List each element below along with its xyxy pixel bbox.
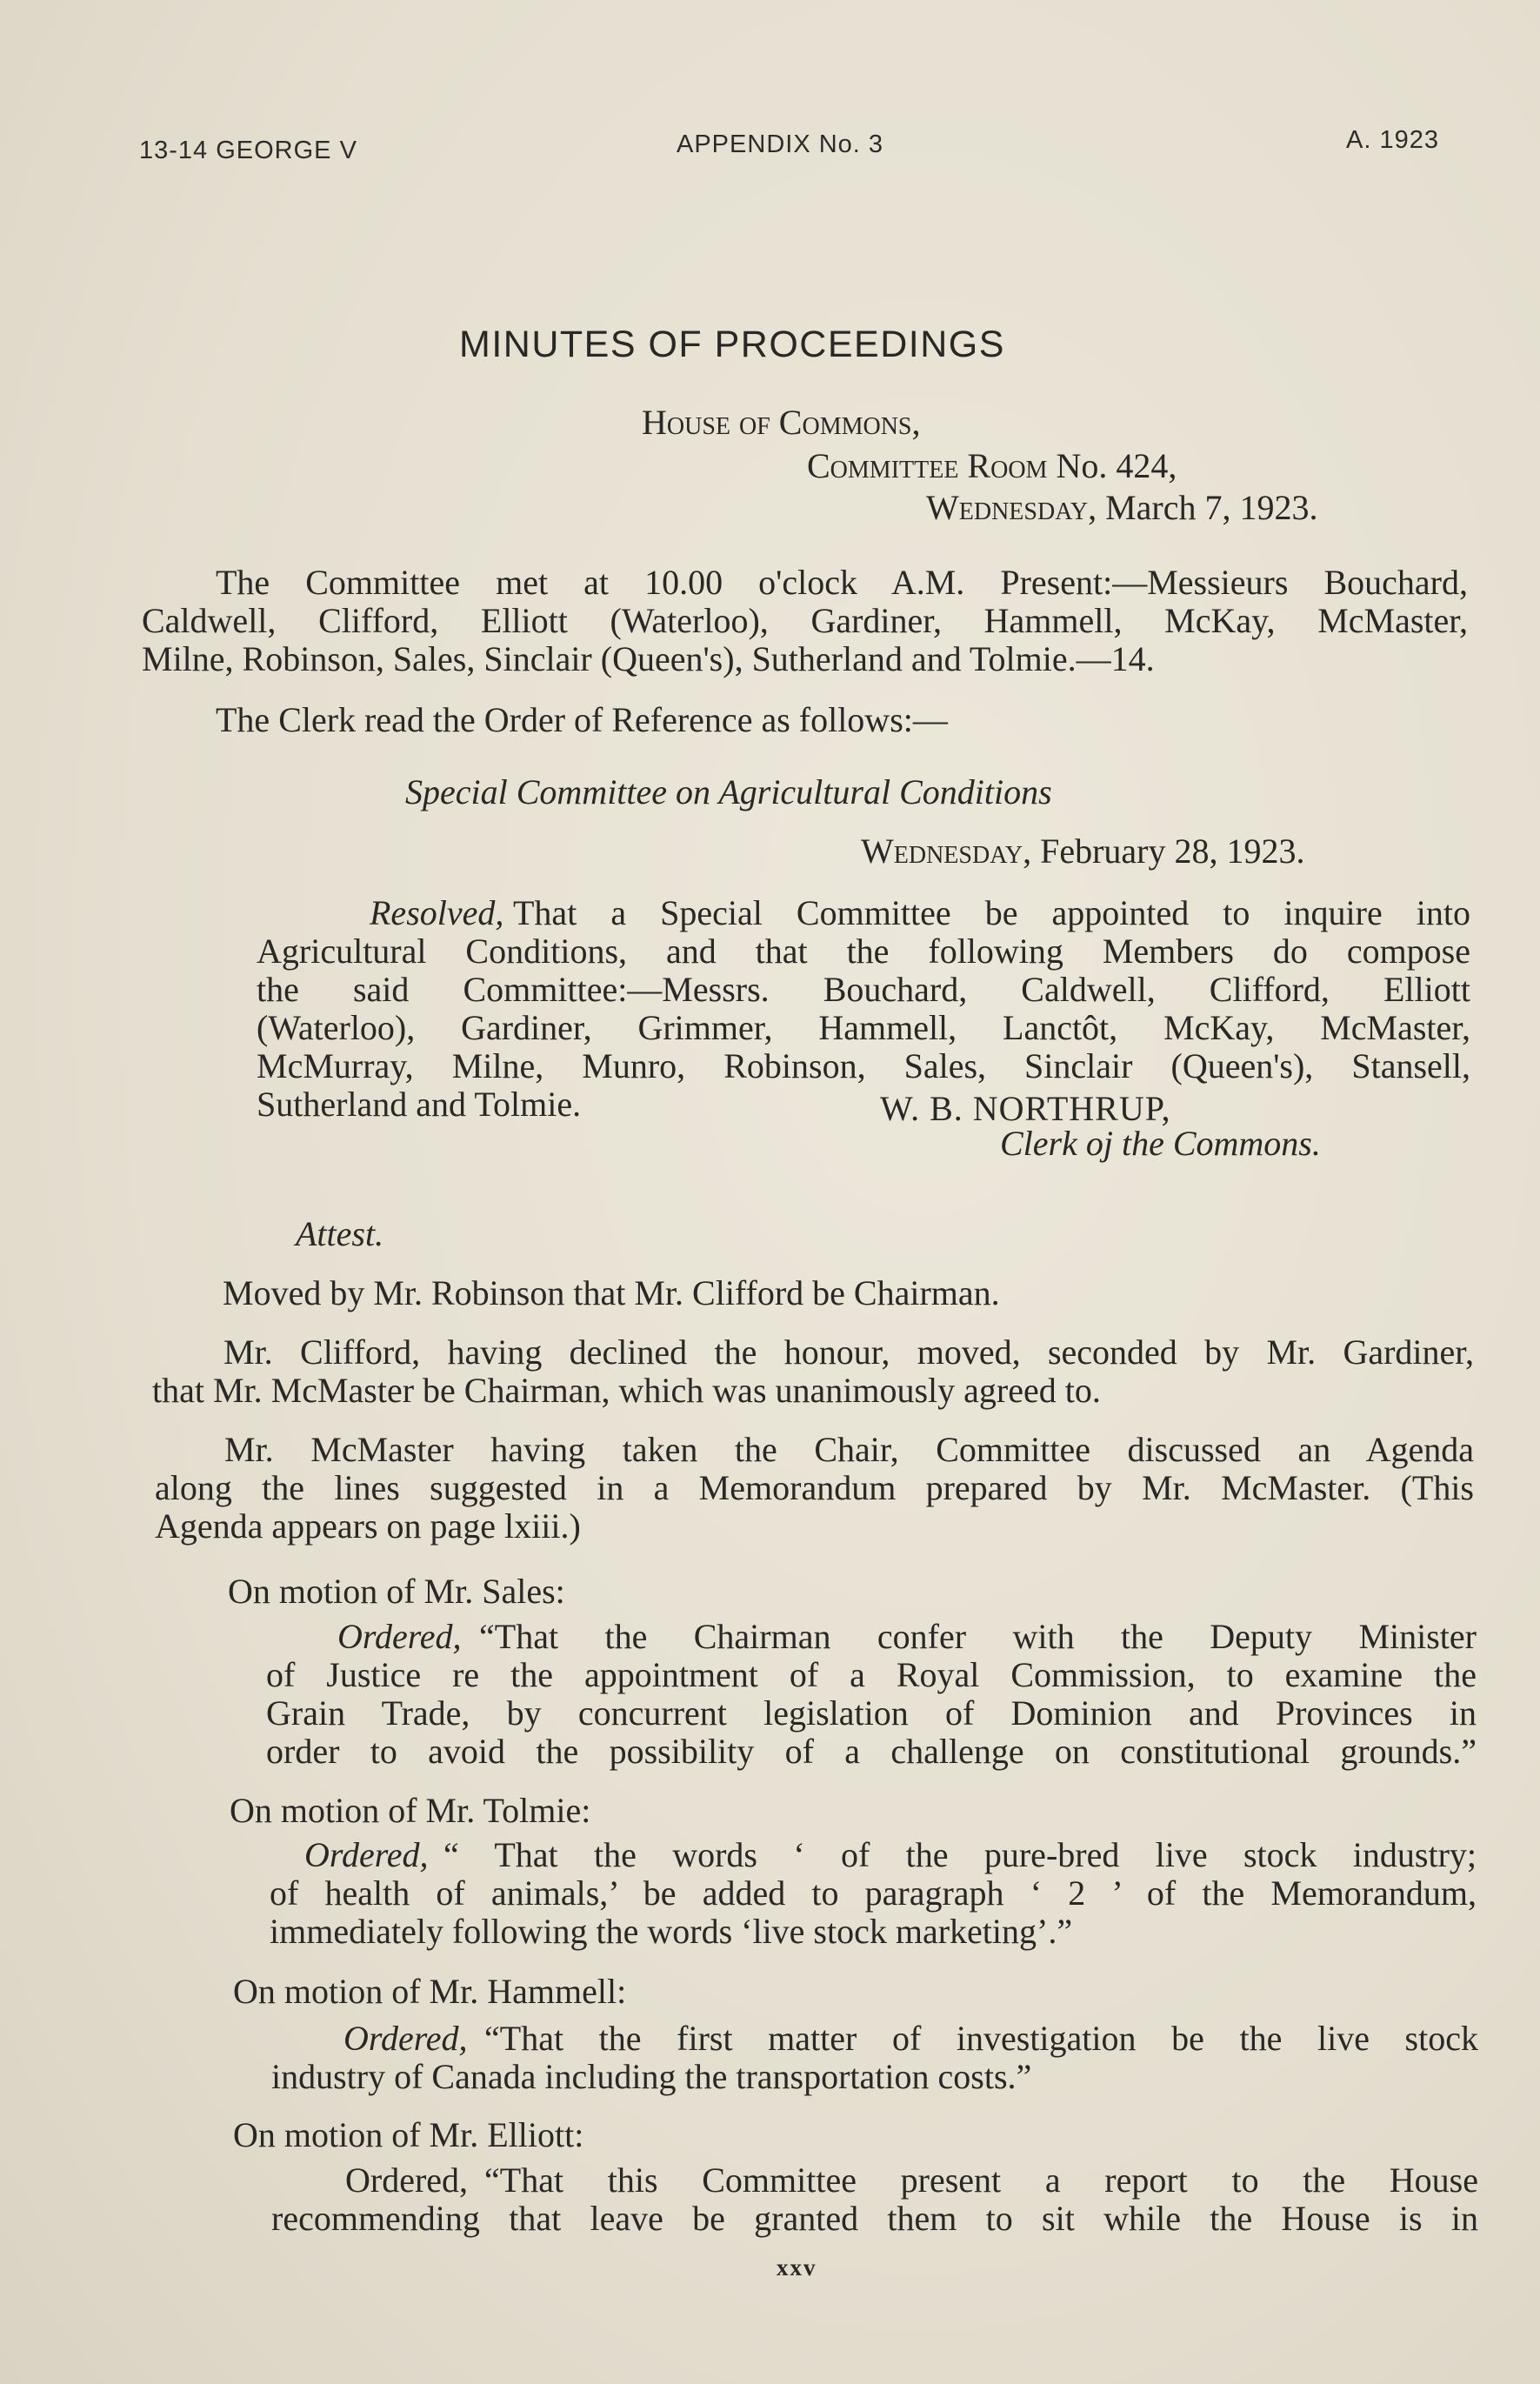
place-room xyxy=(807,447,1177,485)
meeting-day: Wednesday, xyxy=(926,488,1097,527)
motion-line xyxy=(266,1618,1477,1656)
present-line: The Committee met at 10.00 o'clock A.M. Present:—Messieurs Bouchard, xyxy=(216,563,1468,602)
motion-intro: On motion of Mr. Hammell: xyxy=(233,1972,627,2011)
motion-line: of health of animals,’ be added to paragraph ‘ 2 ’ of the Memorandum, xyxy=(270,1873,1477,1913)
motion-intro: On motion of Mr. Tolmie: xyxy=(230,1791,591,1830)
running-head-center: APPENDIX No. 3 xyxy=(677,130,884,158)
motion-line: Grain Trade, by concurrent legislation of Dominion and Provinces in xyxy=(266,1693,1477,1733)
motion-ordered-paragraph xyxy=(270,1836,1477,1951)
mcmaster-paragraph xyxy=(155,1431,1474,1546)
ordered-word: Ordered, xyxy=(345,2160,469,2200)
motion-line: industry of Canada including the transportation costs.” xyxy=(271,2057,1032,2096)
clifford-line: that Mr. McMaster be Chairman, which was unanimously agreed to. xyxy=(152,1371,1101,1410)
resolved-line xyxy=(257,894,1470,932)
motion-line: immediately following the words ‘live stock marketing’.” xyxy=(270,1912,1073,1951)
mcmaster-line: Mr. McMaster having taken the Chair, Committee discussed an Agenda xyxy=(224,1430,1474,1469)
clerk-read-line: The Clerk read the Order of Reference as follows:— xyxy=(216,700,948,739)
reference-day: Wednesday, xyxy=(861,831,1032,871)
motion-ordered-paragraph xyxy=(266,1618,1477,1771)
reference-date-text: February 28, 1923. xyxy=(1040,831,1305,871)
resolved-first-text: That a Special Committee be appointed to inquire into xyxy=(513,893,1470,932)
signature-role: Clerk oj the Commons. xyxy=(1000,1124,1321,1163)
motion-line: of Justice re the appointment of a Royal Commission, to examine the xyxy=(266,1655,1477,1694)
running-head-left: 13-14 GEORGE V xyxy=(139,137,357,164)
meeting-date-text: March 7, 1923. xyxy=(1105,488,1318,527)
motion-first-text: “That the Chairman confer with the Deputy Minister xyxy=(479,1617,1477,1656)
place-room-number: No. 424, xyxy=(1056,446,1177,485)
page-title: MINUTES OF PROCEEDINGS xyxy=(459,324,1005,365)
motion-line xyxy=(271,2161,1478,2200)
meeting-date xyxy=(926,489,1317,527)
mcmaster-line: Agenda appears on page lxiii.) xyxy=(155,1506,581,1546)
page-folio: xxv xyxy=(777,2254,817,2280)
clifford-line: Mr. Clifford, having declined the honour, moved, seconded by Mr. Gardiner, xyxy=(223,1332,1474,1372)
resolved-word: Resolved, xyxy=(370,893,504,932)
signature-name: W. B. NORTHRUP, xyxy=(880,1089,1171,1128)
present-line: Milne, Robinson, Sales, Sinclair (Queen's), Sutherland and Tolmie.—14. xyxy=(142,639,1155,678)
motion-intro: On motion of Mr. Sales: xyxy=(228,1572,565,1611)
resolved-line: Agricultural Conditions, and that the following Members do compose xyxy=(257,932,1470,971)
present-paragraph xyxy=(142,564,1468,678)
resolved-line: McMurray, Milne, Munro, Robinson, Sales, Sinclair (Queen's), Stansell, xyxy=(257,1046,1470,1085)
motion-first-text: “ That the words ‘ of the pure-bred live stock industry; xyxy=(443,1835,1477,1874)
motion-first-text: “That this Committee present a report to the House xyxy=(484,2160,1478,2200)
motion-ordered-paragraph xyxy=(271,2020,1478,2096)
attest: Attest. xyxy=(296,1214,384,1253)
motion-line xyxy=(271,2020,1478,2058)
motion-intro: On motion of Mr. Elliott: xyxy=(233,2115,584,2154)
clifford-paragraph xyxy=(152,1333,1474,1410)
motion-first-text: “That the first matter of investigation be the live stock xyxy=(484,2019,1478,2058)
place-house: House of Commons, xyxy=(642,403,921,442)
resolved-line: Sutherland and Tolmie. xyxy=(257,1085,582,1124)
mcmaster-line: along the lines suggested in a Memorandum prepared by Mr. McMaster. (This xyxy=(155,1468,1474,1507)
reference-date xyxy=(861,832,1304,871)
resolved-paragraph xyxy=(257,894,1470,1124)
present-line: Caldwell, Clifford, Elliott (Waterloo), Gardiner, Hammell, McKay, McMaster, xyxy=(142,601,1468,640)
ordered-word: Ordered, xyxy=(343,2019,468,2058)
ordered-word: Ordered, xyxy=(304,1835,429,1874)
running-head-right: A. 1923 xyxy=(1346,126,1439,154)
motion-line: recommending that leave be granted them to sit while the House is in xyxy=(271,2199,1478,2238)
reference-heading: Special Committee on Agricultural Conditions xyxy=(405,772,1052,811)
resolved-line: (Waterloo), Gardiner, Grimmer, Hammell, Lanctôt, McKay, McMaster, xyxy=(257,1008,1470,1047)
motion-line xyxy=(270,1836,1477,1874)
moved-line: Moved by Mr. Robinson that Mr. Clifford be Chairman. xyxy=(223,1273,1000,1312)
motion-ordered-paragraph xyxy=(271,2161,1478,2238)
place-room-prefix: Committee Room xyxy=(807,446,1048,485)
motion-line: order to avoid the possibility of a challenge on constitutional grounds.” xyxy=(266,1732,1477,1771)
ordered-word: Ordered, xyxy=(337,1617,462,1656)
resolved-line: the said Committee:—Messrs. Bouchard, Caldwell, Clifford, Elliott xyxy=(257,970,1470,1009)
